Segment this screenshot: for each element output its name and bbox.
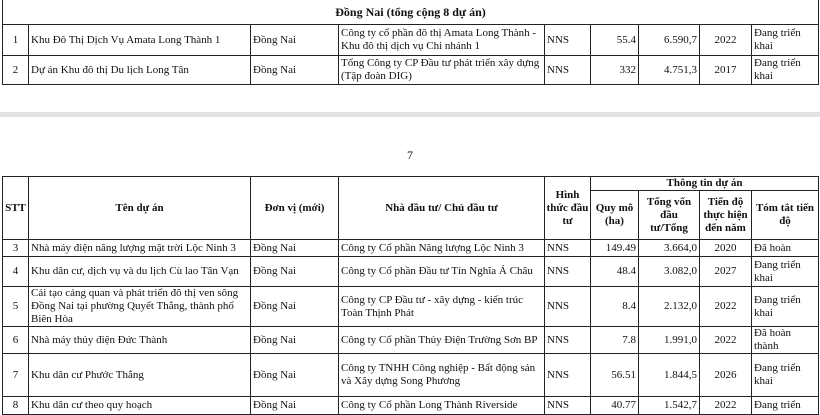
- header-summary: Tóm tắt tiến độ: [752, 191, 819, 240]
- cell-capital: 1.844,5: [639, 354, 700, 397]
- cell-unit: Đồng Nai: [251, 354, 339, 397]
- cell-project-name: Khu dân cư, dịch vụ và du lịch Cù lao Tân Vạn: [29, 257, 251, 287]
- cell-unit: Đồng Nai: [251, 327, 339, 354]
- header-area: Quy mô (ha): [591, 191, 639, 240]
- cell-form: NNS: [545, 240, 591, 257]
- table-row: [3, 397, 819, 415]
- header-progress: Tiến độ thực hiện đến năm: [700, 191, 752, 240]
- cell-form: NNS: [545, 287, 591, 327]
- header-investor: Nhà đầu tư/ Chủ đầu tư: [339, 177, 545, 240]
- cell-form: NNS: [545, 327, 591, 354]
- cell-area: 55.4: [591, 25, 639, 56]
- projects-table: [2, 176, 819, 415]
- status-text: Đã hoàn: [754, 241, 791, 254]
- cell-project-name: Khu dân cư Phước Thắng: [29, 354, 251, 397]
- cell-unit: Đồng Nai: [251, 257, 339, 287]
- table-row: [3, 56, 819, 85]
- cell-area: 56.51: [591, 354, 639, 397]
- cell-area: 7.8: [591, 327, 639, 354]
- cell-investor: Tổng Công ty CP Đầu tư phát triển xây dựng (Tập đoàn DIG): [339, 56, 545, 85]
- cell-capital: 2.132,0: [639, 287, 700, 327]
- cell-unit: Đồng Nai: [251, 397, 339, 415]
- cell-investor: Công ty Cổ phần Đầu tư Tín Nghĩa Á Châu: [339, 257, 545, 287]
- cell-stt: 6: [3, 327, 29, 354]
- cell-form: NNS: [545, 25, 591, 56]
- cell-stt: 1: [3, 25, 29, 56]
- cell-status: [752, 240, 819, 257]
- cell-capital: 1.542,7: [639, 397, 700, 415]
- cell-capital: 1.991,0: [639, 327, 700, 354]
- cell-status: Đang triển khai: [752, 287, 819, 327]
- cell-project-name: Khu dân cư theo quy hoạch: [29, 397, 251, 415]
- header-form: Hình thức đầu tư: [545, 177, 591, 240]
- header-capital: Tổng vốn đầu tư/Tổng: [639, 191, 700, 240]
- cell-stt: 3: [3, 240, 29, 257]
- table-row: [3, 287, 819, 327]
- cell-area: 332: [591, 56, 639, 85]
- cell-status: Đã hoàn thành: [752, 327, 819, 354]
- table-row: [3, 257, 819, 287]
- cell-capital: 6.590,7: [639, 25, 700, 56]
- cell-project-name: Nhà máy điện năng lượng mặt trời Lộc Ninh 3: [29, 240, 251, 257]
- cell-status: Đang triển khai: [752, 257, 819, 287]
- cell-stt: 2: [3, 56, 29, 85]
- cell-year: 2027: [700, 257, 752, 287]
- cell-investor: Công ty CP Đầu tư - xây dựng - kiến trúc Toàn Thịnh Phát: [339, 287, 545, 327]
- top-table: [2, 0, 819, 85]
- cell-capital: 3.664,0: [639, 240, 700, 257]
- table-row: [3, 327, 819, 354]
- cell-year: 2022: [700, 287, 752, 327]
- cell-investor: Công ty TNHH Công nghiệp - Bất động sản và Xây dựng Song Phương: [339, 354, 545, 397]
- cell-status: Đang triển khai: [752, 25, 819, 56]
- cell-form: NNS: [545, 257, 591, 287]
- table-row: [3, 354, 819, 397]
- cell-investor: Công ty cổ phần đô thị Amata Long Thành - Khu đô thị dịch vụ Chi nhánh 1: [339, 25, 545, 56]
- cell-unit: Đồng Nai: [251, 287, 339, 327]
- table-row: [3, 25, 819, 56]
- cell-area: 149.49: [591, 240, 639, 257]
- cell-year: 2020: [700, 240, 752, 257]
- cell-project-name: Khu Đô Thị Dịch Vụ Amata Long Thành 1: [29, 25, 251, 56]
- header-project-info: Thông tin dự án: [591, 177, 819, 191]
- cell-capital: 3.082,0: [639, 257, 700, 287]
- cell-year: 2022: [700, 25, 752, 56]
- page-break: [0, 112, 820, 117]
- page-number: 7: [407, 148, 413, 162]
- header-project-name: Tên dự án: [29, 177, 251, 240]
- cell-investor: Công ty Cổ phần Năng lượng Lộc Ninh 3: [339, 240, 545, 257]
- cell-year: 2017: [700, 56, 752, 85]
- cell-project-name: Cải tạo cảng quan và phát triển đô thị ven sông Đồng Nai tại phường Quyết Thắng, thành phố Biên Hòa: [29, 287, 251, 327]
- cell-form: NNS: [545, 397, 591, 415]
- cell-project-name: Nhà máy thủy điện Đức Thành: [29, 327, 251, 354]
- cell-capital: 4.751,3: [639, 56, 700, 85]
- cell-unit: Đồng Nai: [251, 25, 339, 56]
- cell-investor: Công ty Cổ phần Thủy Điện Trường Sơn BP: [339, 327, 545, 354]
- cell-status: [752, 397, 819, 415]
- cell-year: 2026: [700, 354, 752, 397]
- table-row: [3, 240, 819, 257]
- cell-area: 40.77: [591, 397, 639, 415]
- cell-status: Đang triển khai: [752, 56, 819, 85]
- cell-project-name: Dự án Khu đô thị Du lịch Long Tân: [29, 56, 251, 85]
- cell-unit: Đồng Nai: [251, 240, 339, 257]
- status-text: Đang triển: [754, 399, 801, 411]
- section-title: Đồng Nai (tổng cộng 8 dự án): [3, 0, 819, 25]
- cell-unit: Đồng Nai: [251, 56, 339, 85]
- cell-form: NNS: [545, 56, 591, 85]
- cell-form: NNS: [545, 354, 591, 397]
- cell-stt: 4: [3, 257, 29, 287]
- cell-status: Đang triển khai: [752, 354, 819, 397]
- header-unit: Đơn vị (mới): [251, 177, 339, 240]
- header-stt: STT: [3, 177, 29, 240]
- cell-stt: 5: [3, 287, 29, 327]
- cell-year: 2022: [700, 397, 752, 415]
- cell-area: 8.4: [591, 287, 639, 327]
- cell-year: 2022: [700, 327, 752, 354]
- cell-stt: 8: [3, 397, 29, 415]
- cell-investor: Công ty Cổ phần Long Thành Riverside: [339, 397, 545, 415]
- cell-area: 48.4: [591, 257, 639, 287]
- cell-stt: 7: [3, 354, 29, 397]
